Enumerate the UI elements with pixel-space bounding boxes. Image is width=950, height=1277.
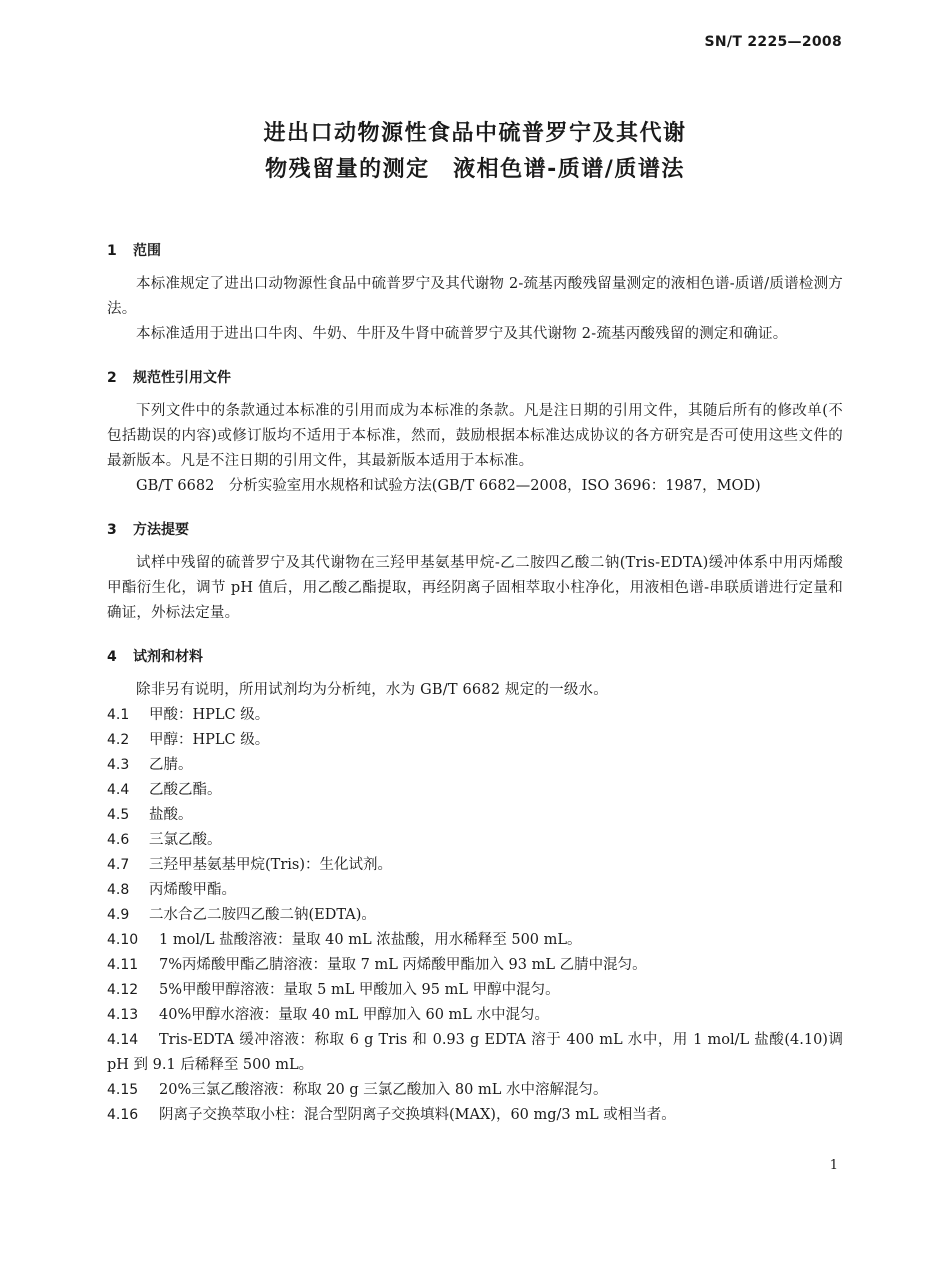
item-number: 4.3 bbox=[107, 757, 130, 773]
section-2-paragraph-1: 下列文件中的条款通过本标准的引用而成为本标准的条款。凡是注日期的引用文件，其随后所有的修改单(不包括勘误的内容)或修订版均不适用于本标准，然而，鼓励根据本标准达成协议的各方研究是否可使用这些文件的最新版本。凡是不注日期的引用文件，其最新版本适用于本标准。 bbox=[107, 403, 843, 469]
item-text: 三氯乙酸。 bbox=[149, 832, 222, 848]
page-number: 1 bbox=[829, 1158, 838, 1173]
document-title bbox=[0, 116, 950, 188]
item-text: 丙烯酸甲酯。 bbox=[149, 882, 236, 898]
item-number: 4.10 bbox=[107, 932, 139, 948]
list-item bbox=[107, 1028, 843, 1078]
item-number: 4.2 bbox=[107, 732, 130, 748]
title-line-2: 物残留量的测定 液相色谱-质谱/质谱法 bbox=[265, 157, 685, 182]
item-text: 盐酸。 bbox=[149, 807, 193, 823]
section-1-paragraph-2: 本标准适用于进出口牛肉、牛奶、牛肝及牛肾中硫普罗宁及其代谢物 2-巯基丙酸残留的测定和确证。 bbox=[136, 326, 788, 342]
item-text: 1 mol/L 盐酸溶液：量取 40 mL 浓盐酸，用水稀释至 500 mL。 bbox=[159, 932, 582, 948]
item-text: 乙酸乙酯。 bbox=[149, 782, 222, 798]
section-number: 4 bbox=[107, 649, 117, 665]
section-3-heading bbox=[107, 517, 843, 543]
item-number: 4.12 bbox=[107, 982, 139, 998]
list-item bbox=[107, 828, 843, 853]
item-text: 甲酸：HPLC 级。 bbox=[149, 707, 270, 723]
section-3-paragraph-1: 试样中残留的硫普罗宁及其代谢物在三羟甲基氨基甲烷-乙二胺四乙酸二钠(Tris-EDTA)缓冲体系中用丙烯酸甲酯衍生化，调节 pH 值后，用乙酸乙酯提取，再经阴离子固相萃取小柱净化，用液相色谱-串联质谱进行定量和确证，外标法定量。 bbox=[107, 555, 843, 621]
section-4-heading bbox=[107, 644, 843, 670]
item-text: 7%丙烯酸甲酯乙腈溶液：量取 7 mL 丙烯酸甲酯加入 93 mL 乙腈中混匀。 bbox=[159, 957, 647, 973]
item-number: 4.11 bbox=[107, 957, 139, 973]
list-item bbox=[107, 753, 843, 778]
section-1-paragraph-1: 本标准规定了进出口动物源性食品中硫普罗宁及其代谢物 2-巯基丙酸残留量测定的液相色谱-质谱/质谱检测方法。 bbox=[107, 276, 843, 317]
item-text: 甲醇：HPLC 级。 bbox=[149, 732, 270, 748]
item-text: 40%甲醇水溶液：量取 40 mL 甲醇加入 60 mL 水中混匀。 bbox=[159, 1007, 550, 1023]
item-number: 4.5 bbox=[107, 807, 130, 823]
section-title: 规范性引用文件 bbox=[133, 370, 231, 386]
section-title: 试剂和材料 bbox=[133, 649, 203, 665]
list-item bbox=[107, 978, 843, 1003]
normative-reference: GB/T 6682 分析实验室用水规格和试验方法(GB/T 6682—2008，ISO 3696：1987，MOD) bbox=[136, 478, 761, 494]
item-text: 二水合乙二胺四乙酸二钠(EDTA)。 bbox=[149, 907, 376, 923]
item-text: 5%甲酸甲醇溶液：量取 5 mL 甲酸加入 95 mL 甲醇中混匀。 bbox=[159, 982, 560, 998]
list-item bbox=[107, 703, 843, 728]
list-item bbox=[107, 1078, 843, 1103]
section-number: 1 bbox=[107, 243, 117, 259]
item-text: Tris-EDTA 缓冲溶液：称取 6 g Tris 和 0.93 g EDTA 溶于 400 mL 水中，用 1 mol/L 盐酸(4.10)调 pH 到 9.1 后稀释至 500 mL。 bbox=[107, 1032, 843, 1073]
list-item bbox=[107, 928, 843, 953]
list-item bbox=[107, 778, 843, 803]
list-item bbox=[107, 953, 843, 978]
list-item bbox=[107, 853, 843, 878]
item-text: 乙腈。 bbox=[149, 757, 193, 773]
item-number: 4.16 bbox=[107, 1107, 139, 1123]
item-number: 4.13 bbox=[107, 1007, 139, 1023]
item-number: 4.15 bbox=[107, 1082, 139, 1098]
title-line-1: 进出口动物源性食品中硫普罗宁及其代谢 bbox=[263, 121, 687, 146]
standard-code: SN/T 2225—2008 bbox=[704, 34, 842, 50]
list-item bbox=[107, 803, 843, 828]
item-text: 三羟甲基氨基甲烷(Tris)：生化试剂。 bbox=[149, 857, 392, 873]
section-title: 方法提要 bbox=[133, 522, 189, 538]
list-item bbox=[107, 1103, 843, 1128]
list-item bbox=[107, 1003, 843, 1028]
item-text: 20%三氯乙酸溶液：称取 20 g 三氯乙酸加入 80 mL 水中溶解混匀。 bbox=[159, 1082, 608, 1098]
section-2-heading bbox=[107, 365, 843, 391]
item-number: 4.1 bbox=[107, 707, 130, 723]
item-text: 阴离子交换萃取小柱：混合型阴离子交换填料(MAX)，60 mg/3 mL 或相当者。 bbox=[159, 1107, 676, 1123]
section-4-intro: 除非另有说明，所用试剂均为分析纯，水为 GB/T 6682 规定的一级水。 bbox=[136, 682, 608, 698]
section-title: 范围 bbox=[133, 243, 161, 259]
item-number: 4.8 bbox=[107, 882, 130, 898]
section-1-heading bbox=[107, 238, 843, 264]
item-number: 4.14 bbox=[107, 1032, 139, 1048]
document-body bbox=[107, 230, 843, 1128]
list-item bbox=[107, 903, 843, 928]
reagent-list bbox=[107, 703, 843, 1128]
section-number: 2 bbox=[107, 370, 117, 386]
list-item bbox=[107, 728, 843, 753]
item-number: 4.6 bbox=[107, 832, 130, 848]
section-number: 3 bbox=[107, 522, 117, 538]
item-number: 4.9 bbox=[107, 907, 130, 923]
item-number: 4.7 bbox=[107, 857, 130, 873]
item-number: 4.4 bbox=[107, 782, 130, 798]
list-item bbox=[107, 878, 843, 903]
